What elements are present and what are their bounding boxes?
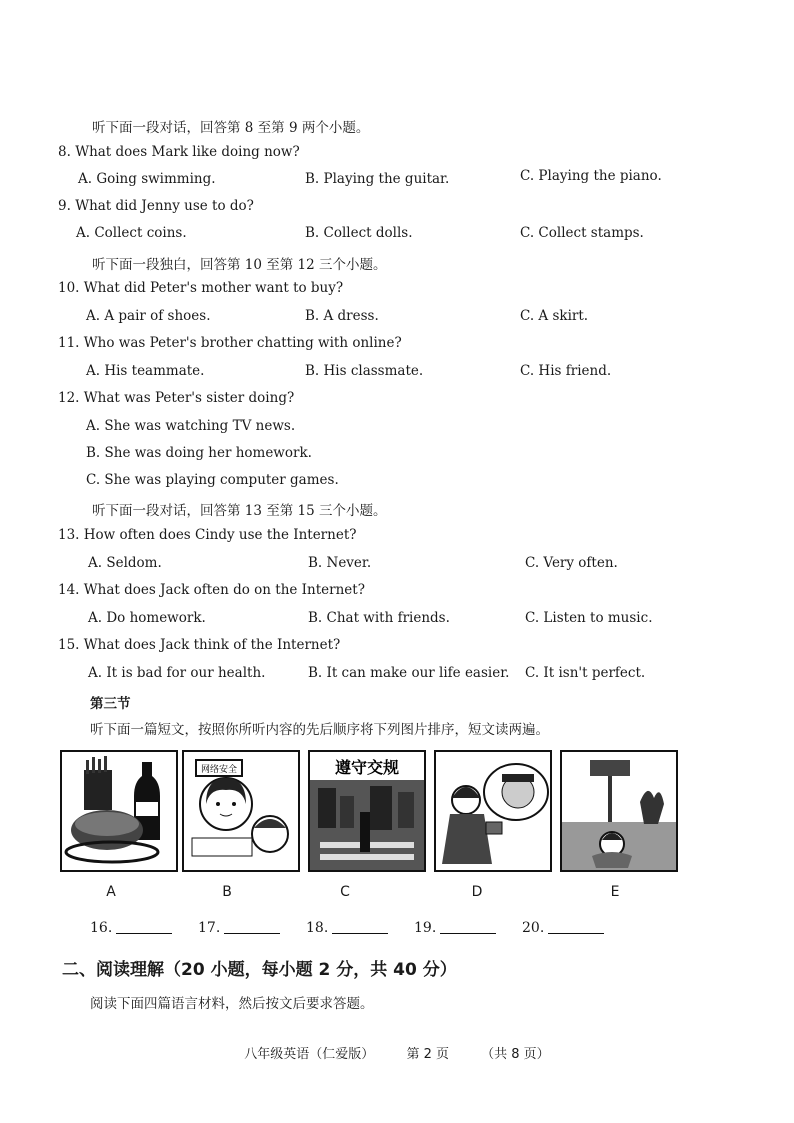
picture-b-internet-safety xyxy=(182,750,300,872)
picture-label-e: E xyxy=(610,884,620,900)
picture-a-fast-food xyxy=(60,750,178,872)
question-15: 15. What does Jack think of the Internet? xyxy=(58,637,341,653)
q11-option-a: A. His teammate. xyxy=(86,363,205,379)
question-9: 9. What did Jenny use to do? xyxy=(58,198,254,214)
question-14: 14. What does Jack often do on the Internet? xyxy=(58,582,365,598)
sign-b-text: 网络安全 xyxy=(200,765,238,775)
picture-label-d: D xyxy=(471,884,483,900)
q13-option-b: B. Never. xyxy=(308,555,372,571)
q12-option-b: B. She was doing her homework. xyxy=(86,445,312,461)
instruction-10-12: 听下面一段独白，回答第 10 至第 12 三个小题。 xyxy=(92,257,387,273)
picture-label-a: A xyxy=(106,884,116,900)
page-footer xyxy=(0,1043,794,1062)
answer-blank-17[interactable]: 17. xyxy=(198,920,280,936)
answer-blank-16[interactable]: 16. xyxy=(90,920,172,936)
question-13: 13. How often does Cindy use the Internet? xyxy=(58,527,357,543)
picture-d-police-talk xyxy=(434,750,552,872)
q12-option-a: A. She was watching TV news. xyxy=(86,418,296,434)
q14-option-a: A. Do homework. xyxy=(88,610,206,626)
question-10: 10. What did Peter's mother want to buy? xyxy=(58,280,344,296)
instruction-13-15: 听下面一段对话，回答第 13 至第 15 三个小题。 xyxy=(92,503,387,519)
picture-label-c: C xyxy=(340,884,350,900)
answer-blank-19[interactable]: 19. xyxy=(414,920,496,936)
instruction-8-9: 听下面一段对话，回答第 8 至第 9 两个小题。 xyxy=(92,120,370,136)
q13-option-c: C. Very often. xyxy=(525,555,618,571)
question-12: 12. What was Peter's sister doing? xyxy=(58,390,295,406)
q9-option-a: A. Collect coins. xyxy=(76,225,187,241)
picture-e-park-sign xyxy=(560,750,678,872)
picture-label-b: B xyxy=(222,884,232,900)
q13-option-a: A. Seldom. xyxy=(88,555,162,571)
footer-page: 第 2 页 xyxy=(406,1047,449,1062)
reading-instruction: 阅读下面四篇语言材料，然后按文后要求答题。 xyxy=(90,996,374,1012)
answer-blank-20[interactable]: 20. xyxy=(522,920,604,936)
q15-option-c: C. It isn't perfect. xyxy=(525,665,646,681)
question-8: 8. What does Mark like doing now? xyxy=(58,144,300,160)
footer-total: （共 8 页） xyxy=(481,1047,550,1062)
section3-title: 第三节 xyxy=(90,696,131,712)
q15-option-b: B. It can make our life easier. xyxy=(308,665,510,681)
q12-option-c: C. She was playing computer games. xyxy=(86,472,339,488)
q8-option-c: C. Playing the piano. xyxy=(520,168,662,184)
footer-subject: 八年级英语（仁爱版） xyxy=(244,1047,375,1062)
sign-c-text: 遵守交规 xyxy=(334,758,400,777)
section2-title: 二、阅读理解（20 小题，每小题 2 分，共 40 分） xyxy=(62,960,457,980)
q10-option-a: A. A pair of shoes. xyxy=(86,308,211,324)
q14-option-c: C. Listen to music. xyxy=(525,610,653,626)
section3-instruction: 听下面一篇短文，按照你所听内容的先后顺序将下列图片排序，短文读两遍。 xyxy=(90,722,549,738)
question-11: 11. Who was Peter's brother chatting with online? xyxy=(58,335,402,351)
q11-option-c: C. His friend. xyxy=(520,363,612,379)
q10-option-c: C. A skirt. xyxy=(520,308,589,324)
q15-option-a: A. It is bad for our health. xyxy=(88,665,266,681)
answer-blank-18[interactable]: 18. xyxy=(306,920,388,936)
q9-option-c: C. Collect stamps. xyxy=(520,225,644,241)
q14-option-b: B. Chat with friends. xyxy=(308,610,450,626)
q8-option-b: B. Playing the guitar. xyxy=(305,171,450,187)
picture-c-traffic-rules xyxy=(308,750,426,872)
q10-option-b: B. A dress. xyxy=(305,308,379,324)
q11-option-b: B. His classmate. xyxy=(305,363,424,379)
q9-option-b: B. Collect dolls. xyxy=(305,225,413,241)
q8-option-a: A. Going swimming. xyxy=(78,171,216,187)
